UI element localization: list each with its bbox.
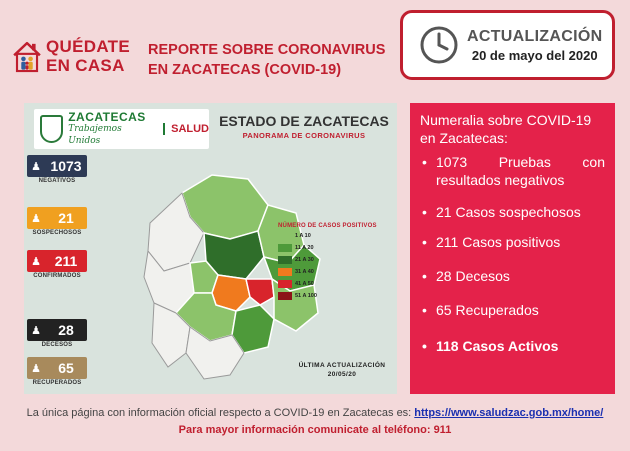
logo-zacatecas: ZACATECAS: [68, 110, 146, 124]
numeralia-item: • 28 Decesos: [420, 267, 605, 285]
legend-item: [278, 278, 386, 289]
logo-salud: SALUD: [163, 123, 209, 135]
map-region-capital-red: [246, 279, 274, 305]
stat-label: SOSPECHOSOS: [32, 230, 82, 236]
last-update-date: 20/05/20: [327, 371, 357, 378]
report-title: [148, 40, 385, 80]
report-title-line2: EN ZACATECAS (COVID-19): [148, 62, 342, 78]
legend-swatch: [278, 292, 292, 300]
stat-box: [27, 155, 87, 177]
state-panel: [24, 103, 397, 394]
people-icon: ♟: [31, 255, 41, 268]
stat-label: DECESOS: [41, 342, 73, 348]
legend-item: [278, 242, 386, 253]
map-legend: [278, 223, 386, 303]
numeralia-item: • 65 Recuperados: [420, 301, 605, 319]
legend-item: [278, 266, 386, 277]
stat-box: [27, 357, 87, 379]
legend-item: [278, 290, 386, 301]
stat-0: [27, 155, 87, 184]
clock-icon: [419, 25, 459, 65]
legend-item: [278, 254, 386, 265]
footer-phone: Para mayor información comunicate al teléfono: 911: [178, 424, 452, 436]
update-box: [400, 10, 615, 80]
stat-2: [27, 250, 87, 279]
zacatecas-salud-logos: [34, 109, 209, 149]
stat-label: RECUPERADOS: [32, 380, 82, 386]
numeralia-item: • 1073 Pruebas con resultados negativos: [420, 153, 605, 189]
stat-value: 65: [58, 360, 74, 376]
people-icon: ♟: [31, 324, 41, 337]
last-update: [294, 361, 390, 379]
stat-label: CONFIRMADOS: [33, 273, 81, 279]
legend-swatch: [278, 280, 292, 288]
legend-swatch: [278, 256, 292, 264]
logo-line2: EN CASA: [46, 56, 125, 75]
legend-label: 41 A 50: [295, 280, 314, 287]
numeralia-title: Numeralia sobre COVID-19 en Zacatecas:: [420, 112, 592, 146]
panel-subtitle: PANORAMA DE CORONAVIRUS: [242, 131, 366, 140]
stat-value: 211: [54, 253, 78, 269]
logo-line1: QUÉDATE: [46, 37, 130, 56]
update-date: 20 de mayo del 2020: [471, 47, 598, 63]
footer-text: La única página con información oficial respecto a COVID-19 en Zacatecas es:: [26, 407, 415, 419]
stat-3: [27, 319, 87, 348]
numeralia-list: [420, 153, 605, 355]
stat-box: [27, 207, 87, 229]
legend-label: 11 A 20: [295, 244, 314, 251]
numeralia-item: • 211 Casos positivos: [420, 233, 605, 251]
stat-box: [27, 319, 87, 341]
legend-title: NÚMERO DE CASOS POSITIVOS: [278, 223, 377, 229]
stat-4: [27, 357, 87, 386]
legend-label: 31 A 40: [295, 268, 314, 275]
zacatecas-crest-icon: [40, 115, 63, 143]
people-icon: ♟: [31, 212, 41, 225]
stat-value: 28: [58, 322, 74, 338]
stat-value: 1073: [50, 158, 82, 174]
stat-box: [27, 250, 87, 272]
numeralia-item: • 118 Casos Activos: [420, 337, 605, 355]
legend-label: 21 A 30: [295, 256, 314, 263]
last-update-label: ÚLTIMA ACTUALIZACIÓN: [298, 362, 386, 369]
legend-swatch: [278, 244, 292, 252]
stat-1: [27, 207, 87, 236]
stat-label: NEGATIVOS: [38, 178, 76, 184]
legend-swatch: [278, 232, 292, 240]
legend-label: 51 A 100: [295, 292, 317, 299]
logo-slogan: Trabajemos Unidos: [68, 124, 122, 146]
update-title: ACTUALIZACIÓN: [467, 27, 603, 45]
panel-title: ESTADO DE ZACATECAS: [219, 113, 389, 129]
numeralia-panel: [410, 103, 615, 394]
official-site-link[interactable]: https://www.saludzac.gob.mx/home/: [414, 407, 604, 419]
report-title-line1: REPORTE SOBRE CORONAVIRUS: [148, 42, 386, 58]
numeralia-item: • 21 Casos sospechosos: [420, 203, 605, 221]
legend-swatch: [278, 268, 292, 276]
stat-value: 21: [58, 210, 74, 226]
legend-label: 1 A 10: [295, 232, 311, 239]
house-family-icon: [12, 33, 42, 79]
people-icon: ♟: [31, 362, 41, 375]
footer-official-page: [0, 407, 630, 419]
legend-item: [278, 230, 386, 241]
people-icon: ♟: [31, 160, 41, 173]
quedate-en-casa-logo: [12, 30, 130, 82]
